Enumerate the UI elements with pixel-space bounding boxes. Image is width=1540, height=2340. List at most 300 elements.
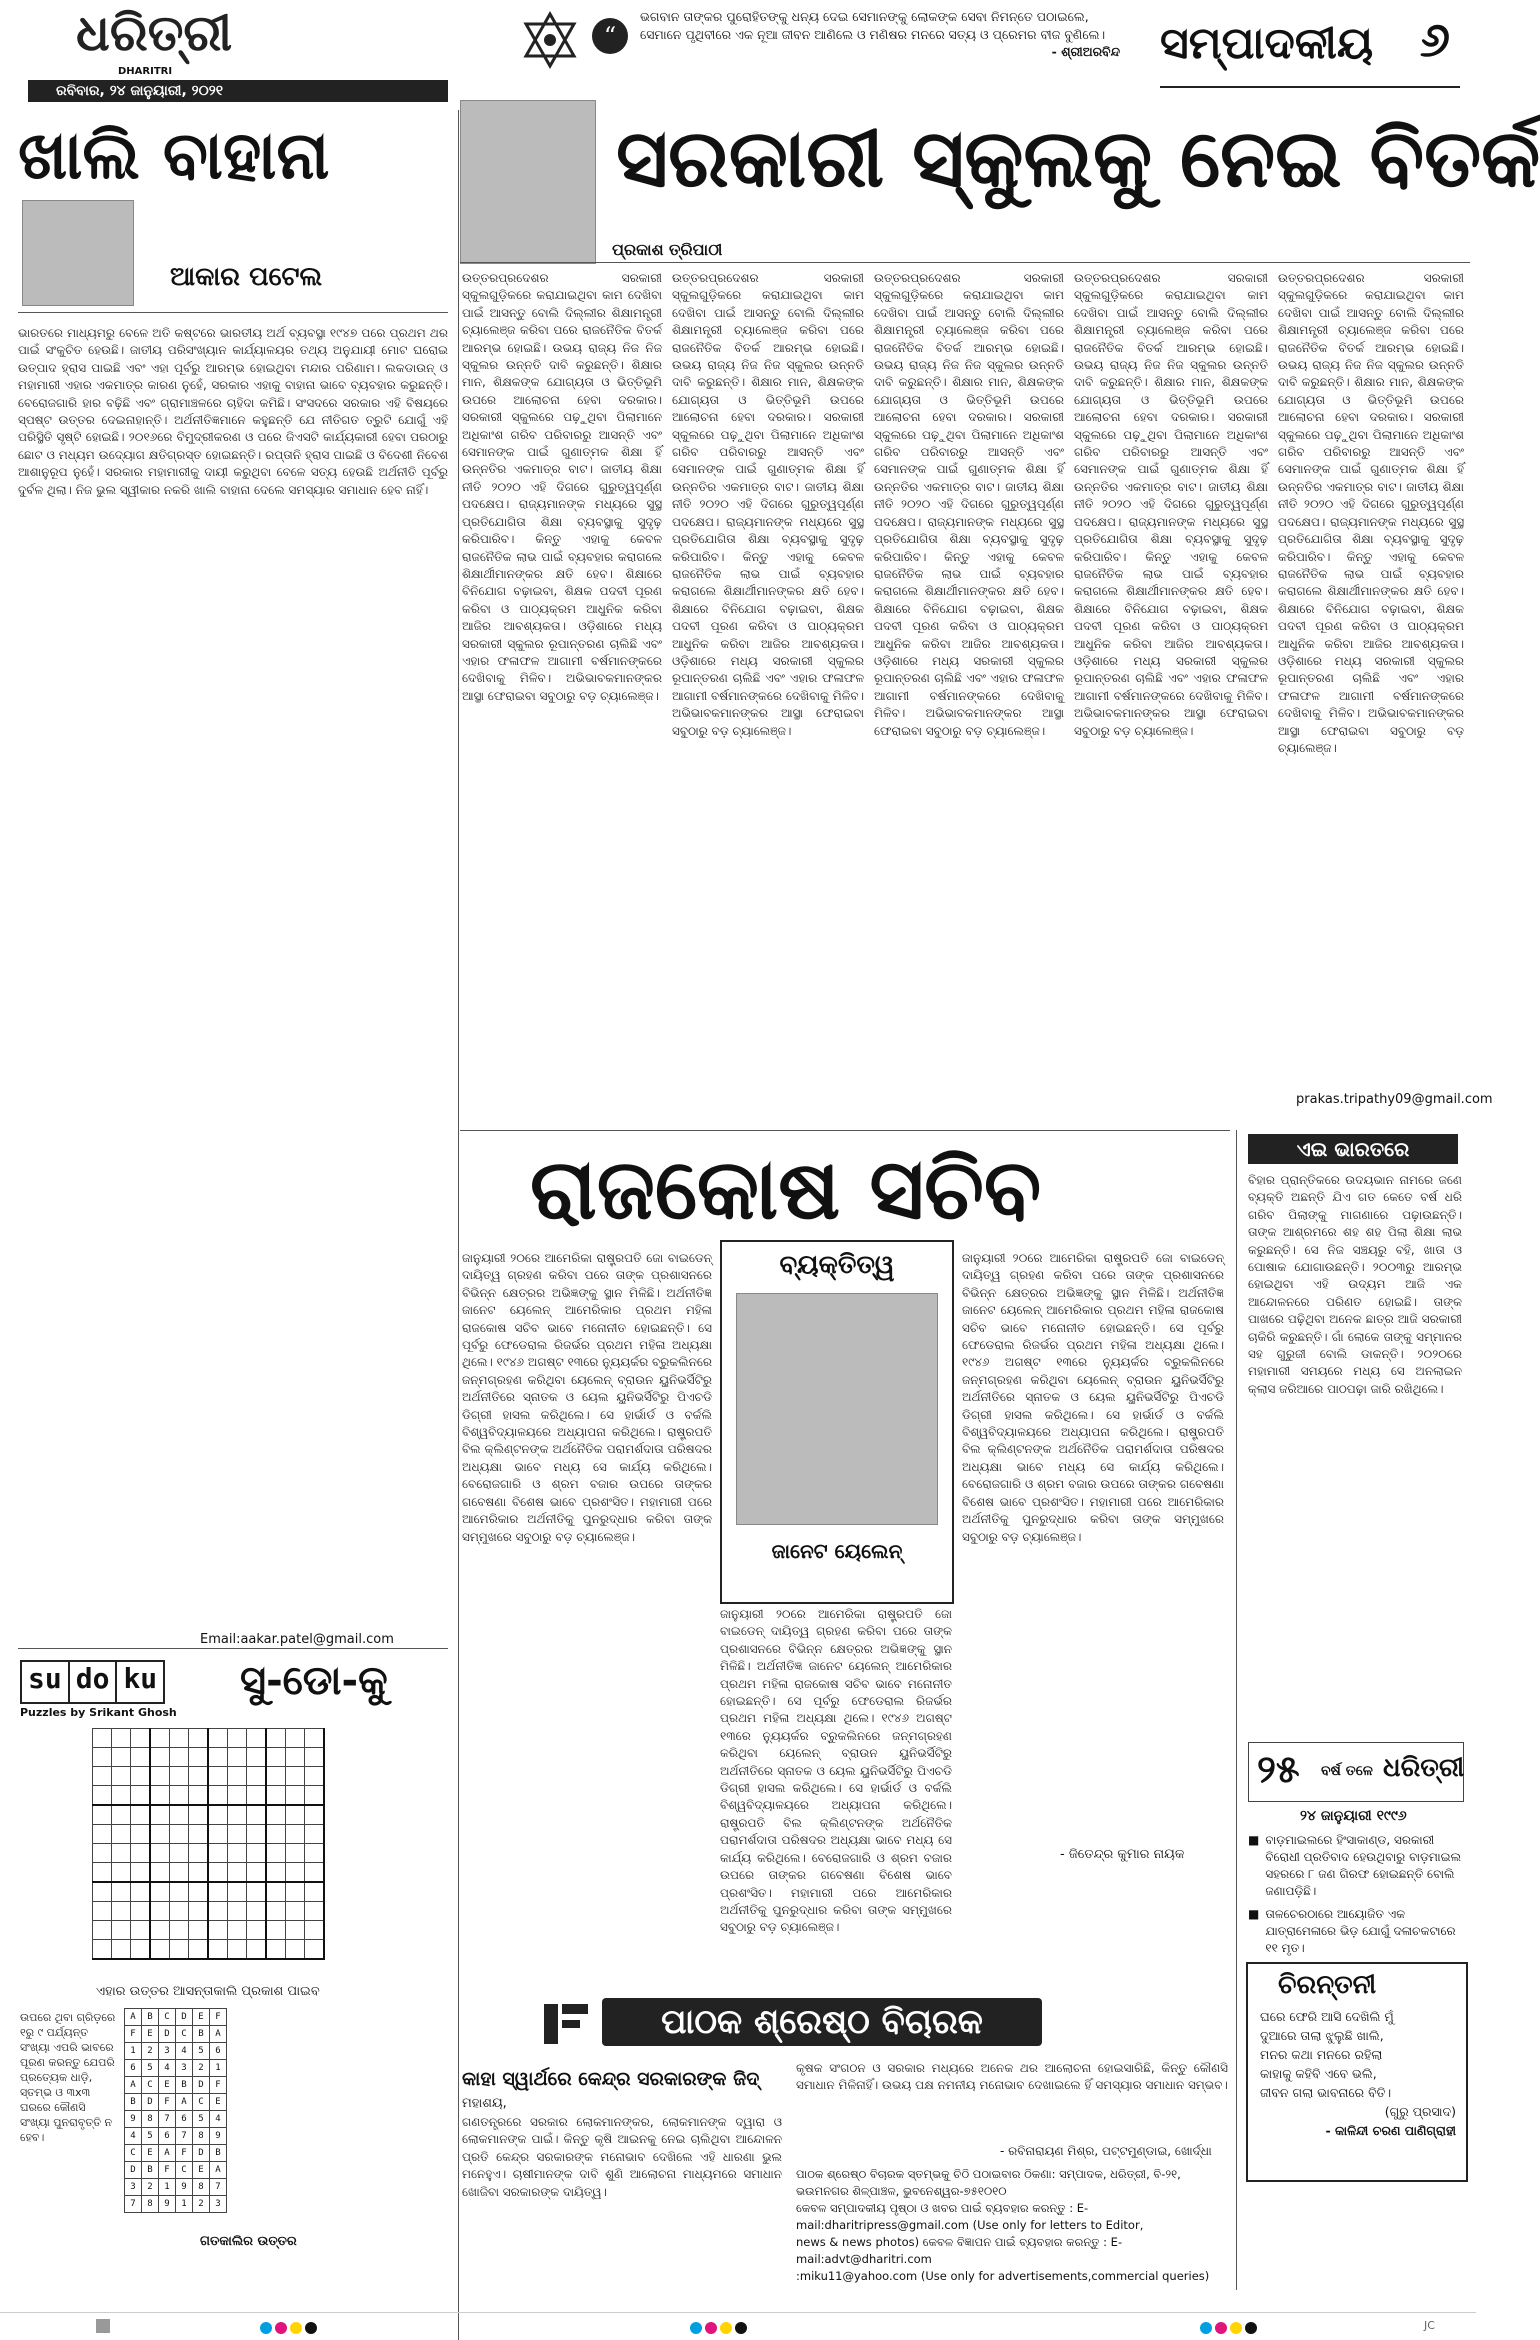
sudoku-cell[interactable] <box>131 1902 151 1921</box>
solution-cell: 1 <box>176 2196 193 2213</box>
sudoku-cell[interactable] <box>247 1786 267 1806</box>
sudoku-cell[interactable] <box>305 1902 325 1921</box>
sudoku-cell[interactable] <box>131 1825 151 1844</box>
sudoku-cell[interactable] <box>208 1882 228 1902</box>
sudoku-cell[interactable] <box>305 1844 325 1863</box>
sudoku-row <box>93 1805 325 1825</box>
page-code: JC <box>1424 2319 1435 2332</box>
sudoku-cell[interactable] <box>131 1786 151 1806</box>
sudoku-cell[interactable] <box>305 1767 325 1786</box>
sudoku-cell[interactable] <box>112 1902 131 1921</box>
letter-body: ଗଣତନ୍ତ୍ରରେ ସରକାର ଲୋକମାନଙ୍କର, ଲୋକମାନଙ୍କ ଦ୍ୱାରା ଓ ଲୋକମାନଙ୍କ ପାଇଁ। କିନ୍ତୁ କୃଷି ଆଇନକୁ ନେଇ ଚାଲିଥିବା ଆନ୍ଦୋଳନ ପ୍ରତି କେନ୍ଦ୍ର ସରକାରଙ୍କ ମନୋଭାବ ଦେଖିଲେ ଏହି ଧାରଣା ଭୁଲ ମନେହୁଏ। ଚାଷୀମାନଙ୍କ ଦାବି ଶୁଣି ଆଲୋଚନା ମାଧ୍ୟମରେ ସମାଧାନ ଖୋଜିବା ସରକାରଙ୍କ ଦାୟିତ୍ୱ। <box>462 2115 782 2199</box>
sudoku-row <box>93 1863 325 1883</box>
sudoku-cell[interactable] <box>112 1940 131 1960</box>
sudoku-cell[interactable] <box>286 1748 305 1767</box>
sudoku-cell[interactable] <box>189 1940 209 1960</box>
sudoku-row <box>93 1729 325 1748</box>
solution-cell: 8 <box>142 2111 159 2128</box>
sudoku-cell[interactable] <box>247 1767 267 1786</box>
sudoku-cell[interactable] <box>305 1863 325 1883</box>
sudoku-cell[interactable] <box>208 1767 228 1786</box>
sudoku-cell[interactable] <box>266 1844 286 1863</box>
solution-cell: E <box>142 2145 159 2162</box>
sudoku-solution <box>124 2008 227 2213</box>
sudoku-cell[interactable] <box>93 1805 112 1825</box>
solution-cell: B <box>210 2145 227 2162</box>
sudoku-cell[interactable] <box>93 1863 112 1883</box>
sudoku-cell[interactable] <box>208 1748 228 1767</box>
sudoku-cell[interactable] <box>93 1882 112 1902</box>
sudoku-cell[interactable] <box>150 1767 170 1786</box>
solution-cell: 1 <box>210 2060 227 2077</box>
sudoku-brand-sub: Puzzles by Srikant Ghosh <box>20 1706 177 1719</box>
sudoku-cell[interactable] <box>189 1863 209 1883</box>
sudoku-cell[interactable] <box>170 1729 189 1748</box>
solution-cell: D <box>193 2145 210 2162</box>
sudoku-cell[interactable] <box>208 1729 228 1748</box>
sudoku-cell[interactable] <box>150 1786 170 1806</box>
sudoku-cell[interactable] <box>131 1882 151 1902</box>
secretary-title: ରାଜକୋଷ ସଚିବ <box>530 1140 1042 1238</box>
page-number: ୬ <box>1419 12 1450 68</box>
solution-cell: 4 <box>125 2128 142 2145</box>
sudoku-cell[interactable] <box>189 1844 209 1863</box>
sudoku-cell[interactable] <box>131 1921 151 1940</box>
solution-cell: B <box>193 2026 210 2043</box>
sudoku-cell[interactable] <box>228 1921 247 1940</box>
sudoku-cell[interactable] <box>189 1748 209 1767</box>
sudoku-cell[interactable] <box>286 1921 305 1940</box>
sudoku-cell[interactable] <box>131 1940 151 1960</box>
sudoku-cell[interactable] <box>305 1882 325 1902</box>
solution-cell: E <box>210 2094 227 2111</box>
profile-photo <box>736 1293 938 1525</box>
sudoku-brand: su do ku <box>20 1660 165 1704</box>
solution-cell: 3 <box>176 2060 193 2077</box>
main-article-col-3: ଉତ୍ତରପ୍ରଦେଶର ସରକାରୀ ସ୍କୁଲଗୁଡ଼ିକରେ କରାଯାଇଥିବା କାମ ଦେଖିବା ପାଇଁ ଆସନ୍ତୁ ବୋଲି ଦିଲ୍ଲୀର ଶିକ୍ଷାମନ୍ତ୍ରୀ ଚ୍ୟାଲେଞ୍ଜ କରିବା ପରେ ରାଜନୈତିକ ବିତର୍କ ଆରମ୍ଭ ହୋଇଛି। ଉଭୟ ରାଜ୍ୟ ନିଜ ନିଜ ସ୍କୁଲର ଉନ୍ନତି ଦାବି କରୁଛନ୍ତି। ଶିକ୍ଷାର ମାନ, ଶିକ୍ଷକଙ୍କ ଯୋଗ୍ୟତା ଓ ଭିତ୍ତିଭୂମି ଉପରେ ଆଲୋଚନା ହେବା ଦରକାର। ସରକାରୀ ସ୍କୁଲରେ ପଢ଼ୁଥିବା ପିଲାମାନେ ଅଧିକାଂଶ ଗରିବ ପରିବାରରୁ ଆସନ୍ତି ଏବଂ ସେମାନଙ୍କ ପାଇଁ ଗୁଣାତ୍ମକ ଶିକ୍ଷା ହିଁ ଉନ୍ନତିର ଏକମାତ୍ର ବାଟ। ଜାତୀୟ ଶିକ୍ଷା ନୀତି ୨୦୨୦ ଏହି ଦିଗରେ ଗୁରୁତ୍ୱପୂର୍ଣ୍ଣ ପଦକ୍ଷେପ। ରାଜ୍ୟମାନଙ୍କ ମଧ୍ୟରେ ସୁସ୍ଥ ପ୍ରତିଯୋଗିତା ଶିକ୍ଷା ବ୍ୟବସ୍ଥାକୁ ସୁଦୃଢ଼ କରିପାରିବ। କିନ୍ତୁ ଏହାକୁ କେବଳ ରାଜନୈତିକ ଲାଭ ପାଇଁ ବ୍ୟବହାର କରାଗଲେ ଶିକ୍ଷାର୍ଥୀମାନଙ୍କର କ୍ଷତି ହେବ। ଶିକ୍ଷାରେ ବିନିଯୋଗ ବଢ଼ାଇବା, ଶିକ୍ଷକ ପଦବୀ ପୂରଣ କରିବା ଓ ପାଠ୍ୟକ୍ରମ ଆଧୁନିକ କରିବା ଆଜିର ଆବଶ୍ୟକତା। ଓଡ଼ିଶାରେ ମଧ୍ୟ ସରକାରୀ ସ୍କୁଲର ରୂପାନ୍ତରଣ ଚାଲିଛି ଏବଂ ଏହାର ଫଳାଫଳ ଆଗାମୀ ବର୍ଷମାନଙ୍କରେ ଦେଖିବାକୁ ମିଳିବ। ଅଭିଭାବକମାନଙ୍କର ଆସ୍ଥା ଫେରାଇବା ସବୁଠାରୁ ବଡ଼ ଚ୍ୟାଲେଞ୍ଜ। <box>874 271 1064 738</box>
letter-title: କାହା ସ୍ୱାର୍ଥରେ କେନ୍ଦ୍ର ସରକାରଙ୍କ ଜିଦ୍ <box>462 2068 760 2090</box>
solution-row <box>125 2111 227 2128</box>
solution-cell: 7 <box>125 2196 142 2213</box>
left-article-author: ଆକାର ପଟେଲ <box>170 262 323 292</box>
solution-cell: A <box>159 2145 176 2162</box>
secretary-col-2: ଜାନୁୟାରୀ ୨୦ରେ ଆମେରିକା ରାଷ୍ଟ୍ରପତି ଜୋ ବାଇଡେନ୍ ଦାୟିତ୍ୱ ଗ୍ରହଣ କରିବା ପରେ ତାଙ୍କ ପ୍ରଶାସନରେ ବିଭିନ୍ନ କ୍ଷେତ୍ରର ଅଭିଜ୍ଞଙ୍କୁ ସ୍ଥାନ ମିଳିଛି। ଅର୍ଥନୀତିଜ୍ଞ ଜାନେଟ ୟେଲେନ୍ ଆମେରିକାର ପ୍ରଥମ ମହିଳା ରାଜକୋଷ ସଚିବ ଭାବେ ମନୋନୀତ ହୋଇଛନ୍ତି। ସେ ପୂର୍ବରୁ ଫେଡେରାଲ ରିଜର୍ଭର ପ୍ରଥମ ମହିଳା ଅଧ୍ୟକ୍ଷା ଥିଲେ। ୧୯୪୬ ଅଗଷ୍ଟ ୧୩ରେ ନ୍ୟୁୟର୍କର ବ୍ରୁକଲିନରେ ଜନ୍ମଗ୍ରହଣ କରିଥିବା ୟେଲେନ୍ ବ୍ରାଉନ ୟୁନିଭର୍ସିଟିରୁ ଅର୍ଥନୀତିରେ ସ୍ନାତକ ଓ ୟେଲ ୟୁନିଭର୍ସିଟିରୁ ପିଏଚଡି ଡିଗ୍ରୀ ହାସଲ କରିଥିଲେ। ସେ ହାର୍ଭାର୍ଡ ଓ ବର୍କଲି ବିଶ୍ୱବିଦ୍ୟାଳୟରେ ଅଧ୍ୟାପନା କରିଥିଲେ। ରାଷ୍ଟ୍ରପତି ବିଲ କ୍ଲିଣ୍ଟନଙ୍କ ଅର୍ଥନୈତିକ ପରାମର୍ଶଦାତା ପରିଷଦର ଅଧ୍ୟକ୍ଷା ଭାବେ ମଧ୍ୟ ସେ କାର୍ଯ୍ୟ କରିଥିଲେ। ବେରୋଜଗାରି ଓ ଶ୍ରମ ବଜାର ଉପରେ ତାଙ୍କର ଗବେଷଣା ବିଶେଷ ଭାବେ ପ୍ରଶଂସିତ। ମହାମାରୀ ପରେ ଆମେରିକାର ଅର୍ଥନୀତିକୁ ପୁନରୁଦ୍ଧାର କରିବା ତାଙ୍କ ସମ୍ମୁଖରେ ସବୁଠାରୁ ବଡ଼ ଚ୍ୟାଲେଞ୍ଜ। <box>720 1607 952 1935</box>
registration-swatches <box>1200 2319 1260 2338</box>
sudoku-cell[interactable] <box>286 1786 305 1806</box>
sudoku-cell[interactable] <box>150 1844 170 1863</box>
sudoku-cell[interactable] <box>266 1805 286 1825</box>
secretary-signature: - ଜିତେନ୍ଦ୍ର କୁମାର ନାୟକ <box>1060 1847 1185 1862</box>
solution-cell: A <box>125 2009 142 2026</box>
secretary-col-1: ଜାନୁୟାରୀ ୨୦ରେ ଆମେରିକା ରାଷ୍ଟ୍ରପତି ଜୋ ବାଇଡେନ୍ ଦାୟିତ୍ୱ ଗ୍ରହଣ କରିବା ପରେ ତାଙ୍କ ପ୍ରଶାସନରେ ବିଭିନ୍ନ କ୍ଷେତ୍ରର ଅଭିଜ୍ଞଙ୍କୁ ସ୍ଥାନ ମିଳିଛି। ଅର୍ଥନୀତିଜ୍ଞ ଜାନେଟ ୟେଲେନ୍ ଆମେରିକାର ପ୍ରଥମ ମହିଳା ରାଜକୋଷ ସଚିବ ଭାବେ ମନୋନୀତ ହୋଇଛନ୍ତି। ସେ ପୂର୍ବରୁ ଫେଡେରାଲ ରିଜର୍ଭର ପ୍ରଥମ ମହିଳା ଅଧ୍ୟକ୍ଷା ଥିଲେ। ୧୯୪୬ ଅଗଷ୍ଟ ୧୩ରେ ନ୍ୟୁୟର୍କର ବ୍ରୁକଲିନରେ ଜନ୍ମଗ୍ରହଣ କରିଥିବା ୟେଲେନ୍ ବ୍ରାଉନ ୟୁନିଭର୍ସିଟିରୁ ଅର୍ଥନୀତିରେ ସ୍ନାତକ ଓ ୟେଲ ୟୁନିଭର୍ସିଟିରୁ ପିଏଚଡି ଡିଗ୍ରୀ ହାସଲ କରିଥିଲେ। ସେ ହାର୍ଭାର୍ଡ ଓ ବର୍କଲି ବିଶ୍ୱବିଦ୍ୟାଳୟରେ ଅଧ୍ୟାପନା କରିଥିଲେ। ରାଷ୍ଟ୍ରପତି ବିଲ କ୍ଲିଣ୍ଟନଙ୍କ ଅର୍ଥନୈତିକ ପରାମର୍ଶଦାତା ପରିଷଦର ଅଧ୍ୟକ୍ଷା ଭାବେ ମଧ୍ୟ ସେ କାର୍ଯ୍ୟ କରିଥିଲେ। ବେରୋଜଗାରି ଓ ଶ୍ରମ ବଜାର ଉପରେ ତାଙ୍କର ଗବେଷଣା ବିଶେଷ ଭାବେ ପ୍ରଶଂସିତ। ମହାମାରୀ ପରେ ଆମେରିକାର ଅର୍ଥନୀତିକୁ ପୁନରୁଦ୍ଧାର କରିବା ତାଙ୍କ ସମ୍ମୁଖରେ ସବୁଠାରୁ ବଡ଼ ଚ୍ୟାଲେଞ୍ଜ। <box>462 1251 712 1544</box>
sudoku-cell[interactable] <box>170 1825 189 1844</box>
main-article-col-4: ଉତ୍ତରପ୍ରଦେଶର ସରକାରୀ ସ୍କୁଲଗୁଡ଼ିକରେ କରାଯାଇଥିବା କାମ ଦେଖିବା ପାଇଁ ଆସନ୍ତୁ ବୋଲି ଦିଲ୍ଲୀର ଶିକ୍ଷାମନ୍ତ୍ରୀ ଚ୍ୟାଲେଞ୍ଜ କରିବା ପରେ ରାଜନୈତିକ ବିତର୍କ ଆରମ୍ଭ ହୋଇଛି। ଉଭୟ ରାଜ୍ୟ ନିଜ ନିଜ ସ୍କୁଲର ଉନ୍ନତି ଦାବି କରୁଛନ୍ତି। ଶିକ୍ଷାର ମାନ, ଶିକ୍ଷକଙ୍କ ଯୋଗ୍ୟତା ଓ ଭିତ୍ତିଭୂମି ଉପରେ ଆଲୋଚନା ହେବା ଦରକାର। ସରକାରୀ ସ୍କୁଲରେ ପଢ଼ୁଥିବା ପିଲାମାନେ ଅଧିକାଂଶ ଗରିବ ପରିବାରରୁ ଆସନ୍ତି ଏବଂ ସେମାନଙ୍କ ପାଇଁ ଗୁଣାତ୍ମକ ଶିକ୍ଷା ହିଁ ଉନ୍ନତିର ଏକମାତ୍ର ବାଟ। ଜାତୀୟ ଶିକ୍ଷା ନୀତି ୨୦୨୦ ଏହି ଦିଗରେ ଗୁରୁତ୍ୱପୂର୍ଣ୍ଣ ପଦକ୍ଷେପ। ରାଜ୍ୟମାନଙ୍କ ମଧ୍ୟରେ ସୁସ୍ଥ ପ୍ରତିଯୋଗିତା ଶିକ୍ଷା ବ୍ୟବସ୍ଥାକୁ ସୁଦୃଢ଼ କରିପାରିବ। କିନ୍ତୁ ଏହାକୁ କେବଳ ରାଜନୈତିକ ଲାଭ ପାଇଁ ବ୍ୟବହାର କରାଗଲେ ଶିକ୍ଷାର୍ଥୀମାନଙ୍କର କ୍ଷତି ହେବ। ଶିକ୍ଷାରେ ବିନିଯୋଗ ବଢ଼ାଇବା, ଶିକ୍ଷକ ପଦବୀ ପୂରଣ କରିବା ଓ ପାଠ୍ୟକ୍ରମ ଆଧୁନିକ କରିବା ଆଜିର ଆବଶ୍ୟକତା। ଓଡ଼ିଶାରେ ମଧ୍ୟ ସରକାରୀ ସ୍କୁଲର ରୂପାନ୍ତରଣ ଚାଲିଛି ଏବଂ ଏହାର ଫଳାଫଳ ଆଗାମୀ ବର୍ଷମାନଙ୍କରେ ଦେଖିବାକୁ ମିଳିବ। ଅଭିଭାବକମାନଙ୍କର ଆସ୍ଥା ଫେରାଇବା ସବୁଠାରୁ ବଡ଼ ଚ୍ୟାଲେଞ୍ଜ। <box>1074 271 1268 738</box>
sudoku-cell[interactable] <box>266 1748 286 1767</box>
footer-bar <box>0 2312 1476 2340</box>
sudoku-cell[interactable] <box>208 1921 228 1940</box>
sudoku-row <box>93 1767 325 1786</box>
solution-cell: 6 <box>125 2060 142 2077</box>
solution-cell: F <box>176 2145 193 2162</box>
sudoku-cell[interactable] <box>112 1825 131 1844</box>
solution-cell: 6 <box>210 2043 227 2060</box>
sudoku-cell[interactable] <box>189 1805 209 1825</box>
sudoku-cell[interactable] <box>305 1748 325 1767</box>
sudoku-cell[interactable] <box>228 1940 247 1960</box>
letter-salutation: ମହାଶୟ, <box>462 2096 507 2111</box>
sudoku-cell[interactable] <box>150 1921 170 1940</box>
sudoku-cell[interactable] <box>112 1786 131 1806</box>
solution-row <box>125 2094 227 2111</box>
main-article-col-1: ଉତ୍ତରପ୍ରଦେଶର ସରକାରୀ ସ୍କୁଲଗୁଡ଼ିକରେ କରାଯାଇଥିବା କାମ ଦେଖିବା ପାଇଁ ଆସନ୍ତୁ ବୋଲି ଦିଲ୍ଲୀର ଶିକ୍ଷାମନ୍ତ୍ରୀ ଚ୍ୟାଲେଞ୍ଜ କରିବା ପରେ ରାଜନୈତିକ ବିତର୍କ ଆରମ୍ଭ ହୋଇଛି। ଉଭୟ ରାଜ୍ୟ ନିଜ ନିଜ ସ୍କୁଲର ଉନ୍ନତି ଦାବି କରୁଛନ୍ତି। ଶିକ୍ଷାର ମାନ, ଶିକ୍ଷକଙ୍କ ଯୋଗ୍ୟତା ଓ ଭିତ୍ତିଭୂମି ଉପରେ ଆଲୋଚନା ହେବା ଦରକାର। ସରକାରୀ ସ୍କୁଲରେ ପଢ଼ୁଥିବା ପିଲାମାନେ ଅଧିକାଂଶ ଗରିବ ପରିବାରରୁ ଆସନ୍ତି ଏବଂ ସେମାନଙ୍କ ପାଇଁ ଗୁଣାତ୍ମକ ଶିକ୍ଷା ହିଁ ଉନ୍ନତିର ଏକମାତ୍ର ବାଟ। ଜାତୀୟ ଶିକ୍ଷା ନୀତି ୨୦୨୦ ଏହି ଦିଗରେ ଗୁରୁତ୍ୱପୂର୍ଣ୍ଣ ପଦକ୍ଷେପ। ରାଜ୍ୟମାନଙ୍କ ମଧ୍ୟରେ ସୁସ୍ଥ ପ୍ରତିଯୋଗିତା ଶିକ୍ଷା ବ୍ୟବସ୍ଥାକୁ ସୁଦୃଢ଼ କରିପାରିବ। କିନ୍ତୁ ଏହାକୁ କେବଳ ରାଜନୈତିକ ଲାଭ ପାଇଁ ବ୍ୟବହାର କରାଗଲେ ଶିକ୍ଷାର୍ଥୀମାନଙ୍କର କ୍ଷତି ହେବ। ଶିକ୍ଷାରେ ବିନିଯୋଗ ବଢ଼ାଇବା, ଶିକ୍ଷକ ପଦବୀ ପୂରଣ କରିବା ଓ ପାଠ୍ୟକ୍ରମ ଆଧୁନିକ କରିବା ଆଜିର ଆବଶ୍ୟକତା। ଓଡ଼ିଶାରେ ମଧ୍ୟ ସରକାରୀ ସ୍କୁଲର ରୂପାନ୍ତରଣ ଚାଲିଛି ଏବଂ ଏହାର ଫଳାଫଳ ଆଗାମୀ ବର୍ଷମାନଙ୍କରେ ଦେଖିବାକୁ ମିଳିବ। ଅଭିଭାବକମାନଙ୍କର ଆସ୍ଥା ଫେରାଇବା ସବୁଠାରୁ ବଡ଼ ଚ୍ୟାଲେଞ୍ଜ। <box>462 271 662 703</box>
solution-cell: 7 <box>159 2111 176 2128</box>
sudoku-cell[interactable] <box>150 1882 170 1902</box>
sudoku-cell[interactable] <box>150 1902 170 1921</box>
sudoku-cell[interactable] <box>93 1940 112 1960</box>
sudoku-cell[interactable] <box>228 1863 247 1883</box>
sudoku-row <box>93 1786 325 1806</box>
solution-cell: 8 <box>193 2128 210 2145</box>
sudoku-cell[interactable] <box>208 1825 228 1844</box>
logo-sub: DHARITRI <box>118 66 173 77</box>
sudoku-cell[interactable] <box>286 1940 305 1960</box>
solution-row <box>125 2162 227 2179</box>
sudoku-cell[interactable] <box>305 1805 325 1825</box>
sudoku-row <box>93 1921 325 1940</box>
sudoku-cell[interactable] <box>305 1921 325 1940</box>
solution-cell: 5 <box>193 2111 210 2128</box>
sudoku-cell[interactable] <box>170 1748 189 1767</box>
solution-cell: D <box>193 2077 210 2094</box>
sudoku-cell[interactable] <box>266 1882 286 1902</box>
sudoku-cell[interactable] <box>266 1767 286 1786</box>
letter2-signer: - ରବିନାରାୟଣ ମିଶ୍ର, ପଟ୍ଟମୁଣ୍ଡାଇ, ଖୋର୍ଦ୍ଧା <box>1000 2144 1212 2158</box>
sudoku-row <box>93 1940 325 1960</box>
sudoku-cell[interactable] <box>247 1825 267 1844</box>
sudoku-cell[interactable] <box>247 1940 267 1960</box>
sudoku-cell[interactable] <box>228 1767 247 1786</box>
sudoku-cell[interactable] <box>305 1729 325 1748</box>
sudoku-cell[interactable] <box>170 1882 189 1902</box>
left-article-title: ଖାଲି ବାହାନା <box>18 117 330 194</box>
solution-cell: C <box>125 2145 142 2162</box>
date-bar: ରବିବାର, ୨୪ ଜାନୁୟାରୀ, ୨୦୨୧ <box>28 80 448 102</box>
solution-cell: C <box>159 2009 176 2026</box>
sudoku-cell[interactable] <box>112 1921 131 1940</box>
sudoku-cell[interactable] <box>150 1940 170 1960</box>
sudoku-cell[interactable] <box>247 1805 267 1825</box>
solution-row <box>125 2009 227 2026</box>
sudoku-cell[interactable] <box>228 1729 247 1748</box>
solution-cell: B <box>142 2009 159 2026</box>
solution-cell: 2 <box>142 2179 159 2196</box>
sudoku-cell[interactable] <box>305 1940 325 1960</box>
solution-row <box>125 2145 227 2162</box>
sudoku-cell[interactable] <box>286 1902 305 1921</box>
sudoku-row <box>93 1844 325 1863</box>
years-ago-logo: ଧରିତ୍ରୀ <box>1383 1753 1465 1783</box>
solution-cell: C <box>176 2026 193 2043</box>
sudoku-cell[interactable] <box>189 1921 209 1940</box>
solution-cell: B <box>142 2162 159 2179</box>
sudoku-cell[interactable] <box>112 1844 131 1863</box>
sudoku-cell[interactable] <box>228 1882 247 1902</box>
registration-swatches <box>690 2319 750 2338</box>
sudoku-cell[interactable] <box>247 1882 267 1902</box>
solution-cell: E <box>193 2162 210 2179</box>
solution-cell: 5 <box>193 2043 210 2060</box>
svg-text:“: “ <box>603 22 617 50</box>
sudoku-cell[interactable] <box>208 1940 228 1960</box>
sudoku-cell[interactable] <box>228 1805 247 1825</box>
sudoku-cell[interactable] <box>150 1805 170 1825</box>
sudoku-cell[interactable] <box>170 1940 189 1960</box>
solution-cell: A <box>210 2026 227 2043</box>
years-ago-number: ୨୫ <box>1257 1747 1300 1791</box>
sudoku-cell[interactable] <box>189 1767 209 1786</box>
sudoku-cell[interactable] <box>228 1825 247 1844</box>
left-author-photo <box>22 200 134 306</box>
solution-cell: F <box>125 2026 142 2043</box>
section-header <box>1160 10 1460 88</box>
reader-section-banner <box>540 1998 1140 2048</box>
sudoku-cell[interactable] <box>208 1844 228 1863</box>
solution-cell: 2 <box>142 2043 159 2060</box>
sudoku-cell[interactable] <box>228 1748 247 1767</box>
solution-cell: 4 <box>210 2111 227 2128</box>
solution-cell: 5 <box>142 2128 159 2145</box>
sudoku-cell[interactable] <box>93 1921 112 1940</box>
sudoku-cell[interactable] <box>131 1844 151 1863</box>
chirantani-title: ଚିରନ୍ତନୀ <box>1278 1970 1377 2000</box>
sudoku-cell[interactable] <box>286 1825 305 1844</box>
sudoku-cell[interactable] <box>208 1863 228 1883</box>
section-title: ସମ୍ପାଦକୀୟ <box>1160 18 1374 69</box>
solution-cell: 7 <box>210 2179 227 2196</box>
solution-cell: F <box>159 2094 176 2111</box>
chirantani-box <box>1246 1962 1468 2182</box>
sudoku-row <box>93 1748 325 1767</box>
solution-cell: E <box>142 2026 159 2043</box>
years-ago-item: ■ ବାଡ଼ମାଇଲରେ ହିଂସାକାଣ୍ଡ, ସରକାରୀ ବିରୋଧୀ ପ୍ରତିବାଦ ହେଉଥିବାରୁ ବାଡ଼ମାଇଲ ସହରରେ ୮ ଜଣ ଗିରଫ ହୋଇଛନ୍ତି ବୋଲି ଜଣାପଡ଼ିଛି। <box>1248 1833 1462 1898</box>
sudoku-cell[interactable] <box>286 1882 305 1902</box>
sudoku-cell[interactable] <box>208 1786 228 1806</box>
sudoku-cell[interactable] <box>170 1844 189 1863</box>
years-ago-list <box>1248 1832 1462 1963</box>
profile-box-title: ବ୍ୟକ୍ତିତ୍ୱ <box>779 1250 895 1280</box>
solution-cell: 7 <box>176 2128 193 2145</box>
solution-cell: 1 <box>125 2043 142 2060</box>
sudoku-cell[interactable] <box>228 1786 247 1806</box>
years-ago-date: ୨୪ ଜାନୁୟାରୀ ୧୯୯୬ <box>1300 1808 1407 1824</box>
sudoku-solution-label: ଗତକାଲିର ଉତ୍ତର <box>200 2234 297 2249</box>
sudoku-cell[interactable] <box>247 1921 267 1940</box>
sudoku-cell[interactable] <box>112 1767 131 1786</box>
sudoku-cell[interactable] <box>170 1767 189 1786</box>
sudoku-cell[interactable] <box>266 1940 286 1960</box>
solution-cell: 2 <box>193 2060 210 2077</box>
sudoku-cell[interactable] <box>93 1786 112 1806</box>
solution-cell: 9 <box>176 2179 193 2196</box>
solution-cell: 9 <box>210 2128 227 2145</box>
sudoku-cell[interactable] <box>286 1863 305 1883</box>
sudoku-cell[interactable] <box>131 1863 151 1883</box>
solution-cell: C <box>193 2094 210 2111</box>
solution-cell: A <box>125 2077 142 2094</box>
years-ago-label: ବର୍ଷ ତଳେ <box>1321 1763 1373 1779</box>
solution-cell: F <box>210 2009 227 2026</box>
solution-cell: 9 <box>125 2111 142 2128</box>
solution-row <box>125 2128 227 2145</box>
solution-cell: C <box>176 2162 193 2179</box>
solution-cell: 3 <box>159 2043 176 2060</box>
solution-cell: 3 <box>210 2196 227 2213</box>
sudoku-cell[interactable] <box>170 1786 189 1806</box>
daily-quote: ଭଗବାନ ତାଙ୍କର ପୁରୋହିତଙ୍କୁ ଧନ୍ୟ ଦେଇ ସେମାନଙ୍କୁ ଲୋକଙ୍କ ସେବା ନିମନ୍ତେ ପଠାଇଲେ, ସେମାନେ ପୃଥିବୀରେ ଏକ ନୂଆ ଜୀବନ ଆଣିଲେ ଓ ମଣିଷର ମନରେ ସତ୍ୟ ଓ ପ୍ରେମର ବୀଜ ବୁଣିଲେ। - ଶ୍ରୀଅରବିନ୍ଦ <box>640 9 1120 59</box>
profile-box <box>720 1240 954 1604</box>
main-article-col-5: ଉତ୍ତରପ୍ରଦେଶର ସରକାରୀ ସ୍କୁଲଗୁଡ଼ିକରେ କରାଯାଇଥିବା କାମ ଦେଖିବା ପାଇଁ ଆସନ୍ତୁ ବୋଲି ଦିଲ୍ଲୀର ଶିକ୍ଷାମନ୍ତ୍ରୀ ଚ୍ୟାଲେଞ୍ଜ କରିବା ପରେ ରାଜନୈତିକ ବିତର୍କ ଆରମ୍ଭ ହୋଇଛି। ଉଭୟ ରାଜ୍ୟ ନିଜ ନିଜ ସ୍କୁଲର ଉନ୍ନତି ଦାବି କରୁଛନ୍ତି। ଶିକ୍ଷାର ମାନ, ଶିକ୍ଷକଙ୍କ ଯୋଗ୍ୟତା ଓ ଭିତ୍ତିଭୂମି ଉପରେ ଆଲୋଚନା ହେବା ଦରକାର। ସରକାରୀ ସ୍କୁଲରେ ପଢ଼ୁଥିବା ପିଲାମାନେ ଅଧିକାଂଶ ଗରିବ ପରିବାରରୁ ଆସନ୍ତି ଏବଂ ସେମାନଙ୍କ ପାଇଁ ଗୁଣାତ୍ମକ ଶିକ୍ଷା ହିଁ ଉନ୍ନତିର ଏକମାତ୍ର ବାଟ। ଜାତୀୟ ଶିକ୍ଷା ନୀତି ୨୦୨୦ ଏହି ଦିଗରେ ଗୁରୁତ୍ୱପୂର୍ଣ୍ଣ ପଦକ୍ଷେପ। ରାଜ୍ୟମାନଙ୍କ ମଧ୍ୟରେ ସୁସ୍ଥ ପ୍ରତିଯୋଗିତା ଶିକ୍ଷା ବ୍ୟବସ୍ଥାକୁ ସୁଦୃଢ଼ କରିପାରିବ। କିନ୍ତୁ ଏହାକୁ କେବଳ ରାଜନୈତିକ ଲାଭ ପାଇଁ ବ୍ୟବହାର କରାଗଲେ ଶିକ୍ଷାର୍ଥୀମାନଙ୍କର କ୍ଷତି ହେବ। ଶିକ୍ଷାରେ ବିନିଯୋଗ ବଢ଼ାଇବା, ଶିକ୍ଷକ ପଦବୀ ପୂରଣ କରିବା ଓ ପାଠ୍ୟକ୍ରମ ଆଧୁନିକ କରିବା ଆଜିର ଆବଶ୍ୟକତା। ଓଡ଼ିଶାରେ ମଧ୍ୟ ସରକାରୀ ସ୍କୁଲର ରୂପାନ୍ତରଣ ଚାଲିଛି ଏବଂ ଏହାର ଫଳାଫଳ ଆଗାମୀ ବର୍ଷମାନଙ୍କରେ ଦେଖିବାକୁ ମିଳିବ। ଅଭିଭାବକମାନଙ୍କର ଆସ୍ଥା ଫେରାଇବା ସବୁଠାରୁ ବଡ଼ ଚ୍ୟାଲେଞ୍ଜ। <box>1278 271 1464 755</box>
sudoku-rules: ଉପରେ ଥିବା ଗ୍ରିଡ଼ରେ ୧ରୁ ୯ ପର୍ଯ୍ୟନ୍ତ ସଂଖ୍ୟା ଏପରି ଭାବରେ ପୂରଣ କରନ୍ତୁ ଯେପରି ପ୍ରତ୍ୟେକ ଧାଡ଼ି, ସ୍ତମ୍ଭ ଓ ୩x୩ ଘରରେ କୌଣସି ସଂଖ୍ୟା ପୁନରାବୃତ୍ତି ନ ହେବ। <box>20 2011 116 2144</box>
sudoku-title: ସୁ-ଡୋ-କୁ <box>240 1658 388 1704</box>
solution-cell: E <box>193 2009 210 2026</box>
secretary-col-3: ଜାନୁୟାରୀ ୨୦ରେ ଆମେରିକା ରାଷ୍ଟ୍ରପତି ଜୋ ବାଇଡେନ୍ ଦାୟିତ୍ୱ ଗ୍ରହଣ କରିବା ପରେ ତାଙ୍କ ପ୍ରଶାସନରେ ବିଭିନ୍ନ କ୍ଷେତ୍ରର ଅଭିଜ୍ଞଙ୍କୁ ସ୍ଥାନ ମିଳିଛି। ଅର୍ଥନୀତିଜ୍ଞ ଜାନେଟ ୟେଲେନ୍ ଆମେରିକାର ପ୍ରଥମ ମହିଳା ରାଜକୋଷ ସଚିବ ଭାବେ ମନୋନୀତ ହୋଇଛନ୍ତି। ସେ ପୂର୍ବରୁ ଫେଡେରାଲ ରିଜର୍ଭର ପ୍ରଥମ ମହିଳା ଅଧ୍ୟକ୍ଷା ଥିଲେ। ୧୯୪୬ ଅଗଷ୍ଟ ୧୩ରେ ନ୍ୟୁୟର୍କର ବ୍ରୁକଲିନରେ ଜନ୍ମଗ୍ରହଣ କରିଥିବା ୟେଲେନ୍ ବ୍ରାଉନ ୟୁନିଭର୍ସିଟିରୁ ଅର୍ଥନୀତିରେ ସ୍ନାତକ ଓ ୟେଲ ୟୁନିଭର୍ସିଟିରୁ ପିଏଚଡି ଡିଗ୍ରୀ ହାସଲ କରିଥିଲେ। ସେ ହାର୍ଭାର୍ଡ ଓ ବର୍କଲି ବିଶ୍ୱବିଦ୍ୟାଳୟରେ ଅଧ୍ୟାପନା କରିଥିଲେ। ରାଷ୍ଟ୍ରପତି ବିଲ କ୍ଲିଣ୍ଟନଙ୍କ ଅର୍ଥନୈତିକ ପରାମର୍ଶଦାତା ପରିଷଦର ଅଧ୍ୟକ୍ଷା ଭାବେ ମଧ୍ୟ ସେ କାର୍ଯ୍ୟ କରିଥିଲେ। ବେରୋଜଗାରି ଓ ଶ୍ରମ ବଜାର ଉପରେ ତାଙ୍କର ଗବେଷଣା ବିଶେଷ ଭାବେ ପ୍ରଶଂସିତ। ମହାମାରୀ ପରେ ଆମେରିକାର ଅର୍ଥନୀତିକୁ ପୁନରୁଦ୍ଧାର କରିବା ତାଙ୍କ ସମ୍ମୁଖରେ ସବୁଠାରୁ ବଡ଼ ଚ୍ୟାଲେଞ୍ଜ। <box>962 1251 1224 1544</box>
sudoku-cell[interactable] <box>286 1805 305 1825</box>
sudoku-cell[interactable] <box>170 1805 189 1825</box>
sudoku-cell[interactable] <box>93 1825 112 1844</box>
sudoku-cell[interactable] <box>150 1863 170 1883</box>
solution-cell: D <box>125 2162 142 2179</box>
solution-cell: 3 <box>125 2179 142 2196</box>
sudoku-grid[interactable] <box>92 1728 325 1960</box>
solution-cell: F <box>210 2077 227 2094</box>
solution-cell: B <box>176 2077 193 2094</box>
sudoku-cell[interactable] <box>266 1729 286 1748</box>
solution-cell: E <box>159 2077 176 2094</box>
solution-cell: D <box>159 2026 176 2043</box>
solution-cell: B <box>125 2094 142 2111</box>
sudoku-cell[interactable] <box>189 1882 209 1902</box>
main-article-email: prakas.tripathy09@gmail.com <box>1296 1092 1493 1107</box>
sudoku-cell[interactable] <box>189 1729 209 1748</box>
sudoku-cell[interactable] <box>189 1902 209 1921</box>
sudoku-cell[interactable] <box>266 1921 286 1940</box>
reader-icon <box>540 1998 592 2050</box>
sudoku-cell[interactable] <box>247 1729 267 1748</box>
sudoku-cell[interactable] <box>189 1786 209 1806</box>
sudoku-cell[interactable] <box>150 1729 170 1748</box>
solution-cell: D <box>176 2009 193 2026</box>
solution-cell: 9 <box>159 2196 176 2213</box>
solution-row <box>125 2196 227 2213</box>
ei-bharatare-header: ଏଇ ଭାରତରେ <box>1248 1134 1458 1164</box>
solution-row <box>125 2060 227 2077</box>
solution-cell: 8 <box>142 2196 159 2213</box>
sudoku-cell[interactable] <box>93 1902 112 1921</box>
sudoku-cell[interactable] <box>305 1786 325 1806</box>
left-article-email: Email:aakar.patel@gmail.com <box>200 1632 394 1647</box>
sudoku-cell[interactable] <box>131 1748 151 1767</box>
sudoku-cell[interactable] <box>266 1863 286 1883</box>
sudoku-cell[interactable] <box>228 1902 247 1921</box>
emblem-icon <box>520 10 580 70</box>
sudoku-cell[interactable] <box>286 1844 305 1863</box>
solution-cell: 8 <box>193 2179 210 2196</box>
sudoku-cell[interactable] <box>286 1729 305 1748</box>
sudoku-cell[interactable] <box>305 1825 325 1844</box>
sudoku-cell[interactable] <box>266 1786 286 1806</box>
main-article-col-2: ଉତ୍ତରପ୍ରଦେଶର ସରକାରୀ ସ୍କୁଲଗୁଡ଼ିକରେ କରାଯାଇଥିବା କାମ ଦେଖିବା ପାଇଁ ଆସନ୍ତୁ ବୋଲି ଦିଲ୍ଲୀର ଶିକ୍ଷାମନ୍ତ୍ରୀ ଚ୍ୟାଲେଞ୍ଜ କରିବା ପରେ ରାଜନୈତିକ ବିତର୍କ ଆରମ୍ଭ ହୋଇଛି। ଉଭୟ ରାଜ୍ୟ ନିଜ ନିଜ ସ୍କୁଲର ଉନ୍ନତି ଦାବି କରୁଛନ୍ତି। ଶିକ୍ଷାର ମାନ, ଶିକ୍ଷକଙ୍କ ଯୋଗ୍ୟତା ଓ ଭିତ୍ତିଭୂମି ଉପରେ ଆଲୋଚନା ହେବା ଦରକାର। ସରକାରୀ ସ୍କୁଲରେ ପଢ଼ୁଥିବା ପିଲାମାନେ ଅଧିକାଂଶ ଗରିବ ପରିବାରରୁ ଆସନ୍ତି ଏବଂ ସେମାନଙ୍କ ପାଇଁ ଗୁଣାତ୍ମକ ଶିକ୍ଷା ହିଁ ଉନ୍ନତିର ଏକମାତ୍ର ବାଟ। ଜାତୀୟ ଶିକ୍ଷା ନୀତି ୨୦୨୦ ଏହି ଦିଗରେ ଗୁରୁତ୍ୱପୂର୍ଣ୍ଣ ପଦକ୍ଷେପ। ରାଜ୍ୟମାନଙ୍କ ମଧ୍ୟରେ ସୁସ୍ଥ ପ୍ରତିଯୋଗିତା ଶିକ୍ଷା ବ୍ୟବସ୍ଥାକୁ ସୁଦୃଢ଼ କରିପାରିବ। କିନ୍ତୁ ଏହାକୁ କେବଳ ରାଜନୈତିକ ଲାଭ ପାଇଁ ବ୍ୟବହାର କରାଗଲେ ଶିକ୍ଷାର୍ଥୀମାନଙ୍କର କ୍ଷତି ହେବ। ଶିକ୍ଷାରେ ବିନିଯୋଗ ବଢ଼ାଇବା, ଶିକ୍ଷକ ପଦବୀ ପୂରଣ କରିବା ଓ ପାଠ୍ୟକ୍ରମ ଆଧୁନିକ କରିବା ଆଜିର ଆବଶ୍ୟକତା। ଓଡ଼ିଶାରେ ମଧ୍ୟ ସରକାରୀ ସ୍କୁଲର ରୂପାନ୍ତରଣ ଚାଲିଛି ଏବଂ ଏହାର ଫଳାଫଳ ଆଗାମୀ ବର୍ଷମାନଙ୍କରେ ଦେଖିବାକୁ ମିଳିବ। ଅଭିଭାବକମାନଙ୍କର ଆସ୍ଥା ଫେରାଇବା ସବୁଠାରୁ ବଡ଼ ଚ୍ୟାଲେଞ୍ଜ। <box>672 271 864 738</box>
solution-row <box>125 2026 227 2043</box>
quote-icon <box>590 16 630 56</box>
solution-cell: A <box>176 2094 193 2111</box>
profile-caption: ଜାନେଟ ୟେଲେନ୍ <box>771 1539 903 1563</box>
solution-cell: 1 <box>159 2179 176 2196</box>
sudoku-cell[interactable] <box>112 1729 131 1748</box>
sudoku-cell[interactable] <box>247 1902 267 1921</box>
sudoku-cell[interactable] <box>228 1844 247 1863</box>
sudoku-cell[interactable] <box>150 1825 170 1844</box>
sudoku-cell[interactable] <box>112 1748 131 1767</box>
left-article-body: ଭାରତରେ ମାଧ୍ୟମରୁ ବେଳେ ଅତି କଷ୍ଟରେ ଭାରତୀୟ ଅର୍ଥ ବ୍ୟବସ୍ଥା ୧୯୪୭ ପରେ ପ୍ରଥମ ଥର ପାଇଁ ସଂକୁଚିତ ହେଉଛି। ଜାତୀୟ ପରିସଂଖ୍ୟାନ କାର୍ଯ୍ୟାଳୟର ତଥ୍ୟ ଅନୁଯାୟୀ ମୋଟ ଘରୋଇ ଉତ୍ପାଦ ହ୍ରାସ ପାଇଛି ଏବଂ ଏହା ପୂର୍ବରୁ ଆରମ୍ଭ ହୋଇଥିବା ମନ୍ଦାର ପରିଣାମ। ଲକଡାଉନ୍ ଓ ମହାମାରୀ ଏହାର ଏକମାତ୍ର କାରଣ ନୁହେଁ, ସରକାର ଏହାକୁ ବାହାନା ଭାବେ ବ୍ୟବହାର କରୁଛନ୍ତି। ବେରୋଜଗାରି ହାର ବଢ଼ିଛି ଏବଂ ଗ୍ରାମାଞ୍ଚଳରେ ଚାହିଦା କମିଛି। ସଂସଦରେ ସରକାର ଏହି ବିଷୟରେ ସ୍ପଷ୍ଟ ଉତ୍ତର ଦେଇନାହାନ୍ତି। ଅର୍ଥନୀତିଜ୍ଞମାନେ କହୁଛନ୍ତି ଯେ ନୀତିଗତ ତ୍ରୁଟି ଯୋଗୁଁ ଏହି ପରିସ୍ଥିତି ସୃଷ୍ଟି ହୋଇଛି। ୨୦୧୬ରେ ବିମୁଦ୍ରୀକରଣ ଓ ପରେ ଜିଏସଟି କାର୍ଯ୍ୟକାରୀ ହେବା ପରଠାରୁ ଛୋଟ ଓ ମଧ୍ୟମ ଉଦ୍ୟୋଗ କ୍ଷତିଗ୍ରସ୍ତ ହୋଇଛନ୍ତି। ରପ୍ତାନି ହ୍ରାସ ପାଇଛି ଓ ବିଦେଶୀ ନିବେଶ ଆଶାନୁରୂପ ନୁହେଁ। ସରକାର ମହାମାରୀକୁ ଦାୟୀ କରୁଥିବା ବେଳେ ସତ୍ୟ ହେଉଛି ଅର୍ଥନୀତି ପୂର୍ବରୁ ଦୁର୍ବଳ ଥିଲା। ନିଜ ଭୁଲ ସ୍ୱୀକାର ନକରି ଖାଲି ବାହାନା ଦେଲେ ସମସ୍ୟାର ସମାଧାନ ହେବ ନାହିଁ। <box>18 326 448 497</box>
sudoku-cell[interactable] <box>208 1805 228 1825</box>
years-ago-item: ■ ତାଳଚେରଠାରେ ଆୟୋଜିତ ଏକ ଯାତ୍ରାମେଳାରେ ଭିଡ଼ ଯୋଗୁଁ ଦଳାଚକଟାରେ ୧୧ ମୃତ। <box>1248 1907 1456 1955</box>
sudoku-row <box>93 1902 325 1921</box>
registration-swatches <box>260 2319 320 2338</box>
sudoku-cell[interactable] <box>266 1902 286 1921</box>
sudoku-cell[interactable] <box>93 1767 112 1786</box>
sudoku-cell[interactable] <box>112 1882 131 1902</box>
sudoku-cell[interactable] <box>112 1805 131 1825</box>
solution-cell: D <box>142 2094 159 2111</box>
main-article-author: ପ୍ରକାଶ ତ୍ରିପାଠୀ <box>612 240 723 259</box>
sudoku-cell[interactable] <box>208 1902 228 1921</box>
sudoku-cell[interactable] <box>170 1863 189 1883</box>
sudoku-cell[interactable] <box>112 1863 131 1883</box>
solution-cell: 6 <box>176 2111 193 2128</box>
sudoku-answer-note: ଏହାର ଉତ୍ତର ଆସନ୍ତାକାଲି ପ୍ରକାଶ ପାଇବ <box>96 1984 320 1999</box>
sudoku-cell[interactable] <box>247 1844 267 1863</box>
sudoku-row <box>93 1825 325 1844</box>
sudoku-cell[interactable] <box>247 1863 267 1883</box>
sudoku-cell[interactable] <box>131 1805 151 1825</box>
sudoku-cell[interactable] <box>170 1902 189 1921</box>
main-article-title: ସରକାରୀ ସ୍କୁଲକୁ ନେଇ ବିତର୍କ <box>616 112 1540 205</box>
solution-row <box>125 2179 227 2196</box>
sudoku-cell[interactable] <box>189 1825 209 1844</box>
sudoku-cell[interactable] <box>170 1921 189 1940</box>
logo: ଧରିତ୍ରୀ <box>76 4 233 62</box>
solution-cell: 6 <box>159 2128 176 2145</box>
sudoku-cell[interactable] <box>131 1729 151 1748</box>
sudoku-cell[interactable] <box>286 1767 305 1786</box>
sudoku-cell[interactable] <box>93 1844 112 1863</box>
sudoku-cell[interactable] <box>150 1748 170 1767</box>
solution-cell: A <box>210 2162 227 2179</box>
sudoku-cell[interactable] <box>93 1748 112 1767</box>
sudoku-cell[interactable] <box>93 1729 112 1748</box>
solution-row <box>125 2043 227 2060</box>
solution-cell: 4 <box>176 2043 193 2060</box>
reader-section-title: ପାଠକ ଶ୍ରେଷ୍ଠ ବିଚାରକ <box>602 1998 1042 2046</box>
sudoku-cell[interactable] <box>266 1825 286 1844</box>
chirantani-poem: ଘରେ ଫେରି ଆସି ଦେଖିଲି ମୁଁ ଦୁଆରେ ତାଲା ଝୁଲୁଛି ଖାଲି, ମନର କଥା ମନରେ ରହିଲା କାହାକୁ କହିବି ଏବେ ଭଲି, ଜୀବନ ଗଲା ଭାବନାରେ ବିତି। (ଗୁରୁ ପ୍ରସାଦ) - କାଳିନ୍ଦୀ ଚରଣ ପାଣିଗ୍ରାହୀ <box>1260 2009 1456 2138</box>
solution-cell: C <box>142 2077 159 2094</box>
years-ago-banner <box>1248 1742 1464 1802</box>
solution-cell: 5 <box>142 2060 159 2077</box>
sudoku-cell[interactable] <box>247 1748 267 1767</box>
solution-cell: 2 <box>193 2196 210 2213</box>
sudoku-cell[interactable] <box>131 1767 151 1786</box>
